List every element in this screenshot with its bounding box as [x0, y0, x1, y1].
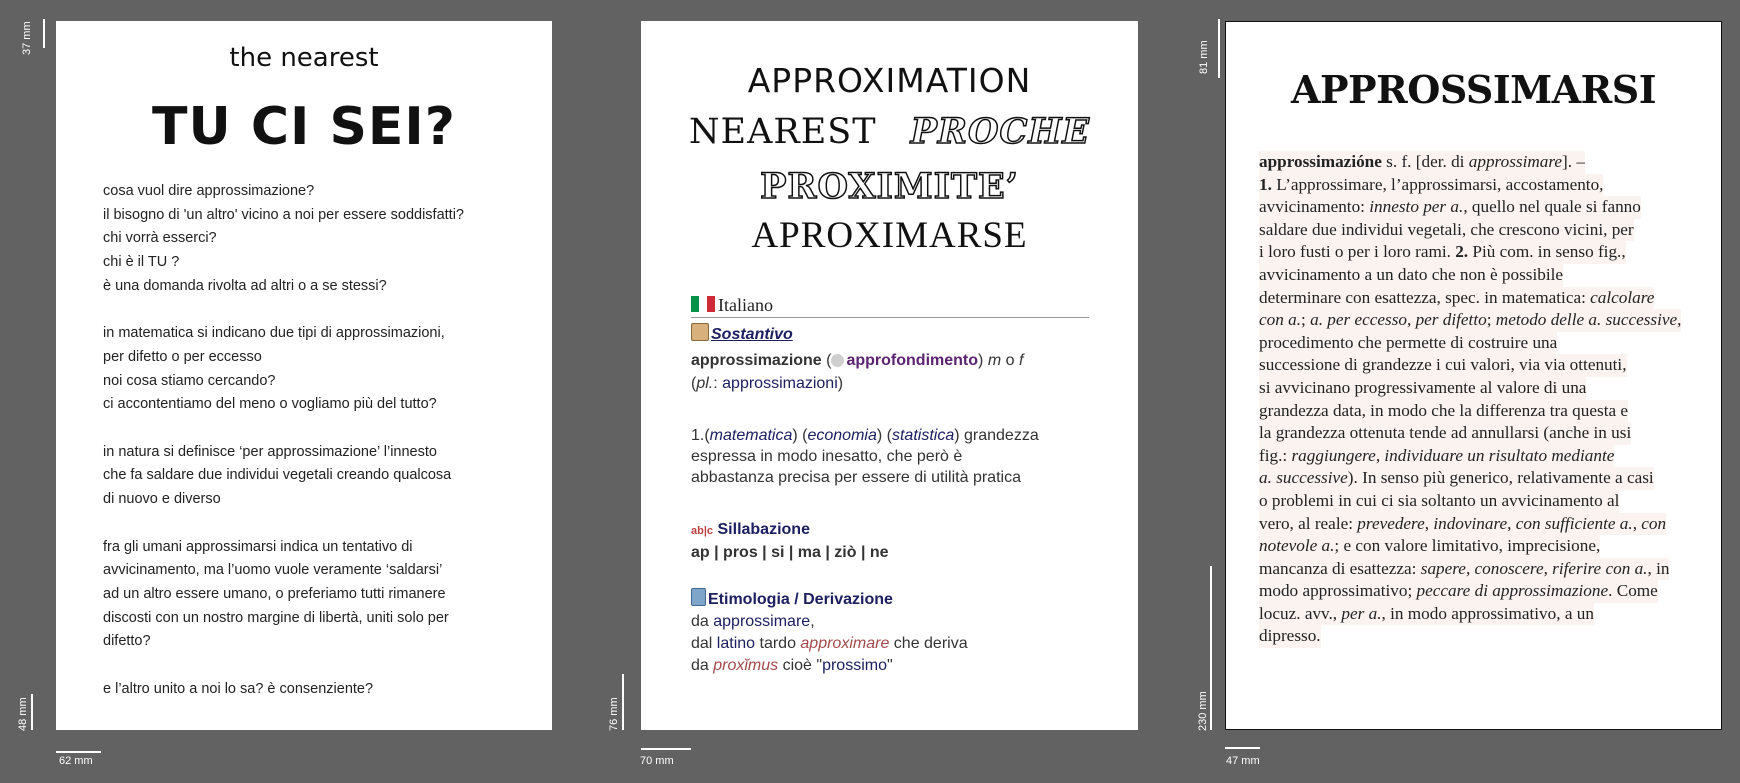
definition-line	[1259, 354, 1627, 377]
definition-line	[1259, 580, 1658, 603]
definition-line	[1259, 151, 1585, 174]
paren-close: )	[978, 352, 984, 369]
pos-heading[interactable]	[691, 323, 793, 344]
page-approximation	[641, 21, 1138, 730]
etym-da1: da	[691, 613, 714, 630]
definition-line	[1259, 219, 1634, 242]
syllabation-value: ap | pros | si | ma | ziò | ne	[691, 544, 889, 561]
p2-bottom-measure-label: 76 mm	[608, 697, 620, 731]
definition-segment: ,	[1465, 558, 1475, 578]
etym-comma: ,	[810, 613, 815, 630]
p2-bottom-measure-bar	[622, 674, 624, 730]
etym-approssimare-link[interactable]: approssimare	[713, 613, 811, 630]
definition-segment: per difetto	[1415, 310, 1487, 330]
definition-segment: raggiungere	[1291, 445, 1376, 465]
definition-segment: s. f. [der. di	[1381, 152, 1469, 171]
poem-line: difetto?	[103, 633, 151, 650]
stanza-gap	[103, 512, 523, 536]
heading-nearest-proche	[641, 111, 1138, 152]
etym-quote: "	[886, 657, 893, 674]
definition-segment: 2.	[1455, 242, 1469, 262]
definition-line	[1259, 445, 1614, 468]
definition-segment: vero, al reale:	[1259, 513, 1358, 533]
definition-segment: modo approssimativo;	[1259, 581, 1417, 601]
definition-segment: metodo delle a. successive	[1495, 310, 1678, 330]
definition-line	[1259, 309, 1681, 332]
definition-1	[691, 425, 1111, 488]
definition-segment: innesto per a.	[1369, 197, 1464, 217]
definition-segment: ;	[1301, 310, 1311, 330]
definition-segment: L’approssimare, l’approssimarsi, accostamento,	[1271, 174, 1604, 194]
etym-prossimo-link[interactable]: prossimo	[822, 657, 887, 674]
page1-title: TU CI SEI?	[152, 97, 456, 157]
p3-bottom-measure-bar	[1210, 566, 1212, 730]
definition-line	[1259, 287, 1654, 310]
definition-segment: ,	[1632, 513, 1642, 533]
definition-line	[1259, 467, 1654, 490]
definition-segment: ,	[1507, 513, 1516, 533]
definition-segment: peccare di approssimazione	[1416, 581, 1609, 601]
definition-line	[1259, 558, 1669, 581]
poem-line: cosa vuol dire approssimazione?	[103, 183, 315, 199]
poem-line: fra gli umani approssimarsi indica un tentativo di	[103, 538, 413, 555]
p2-left-measure-bar	[641, 748, 691, 750]
pl-paren-open: (	[691, 375, 697, 392]
language-label: Italiano	[718, 295, 773, 315]
p1-top-measure-bar	[43, 19, 45, 48]
definition-segment: per a.	[1341, 603, 1382, 623]
definition-segment: approssimare	[1468, 152, 1563, 171]
definition-segment: grandezza data, in modo che la differenza tra questa e	[1259, 400, 1629, 420]
definition-segment: avvicinamento a un dato che non è possibile	[1259, 264, 1564, 284]
etym-cioe: cioè "	[778, 657, 823, 674]
def-line2: espressa in modo inesatto, che però è	[691, 448, 963, 465]
definition-segment: successione di grandezze i cui valori, via via ottenuti,	[1259, 355, 1627, 375]
definition-segment: conoscere	[1474, 558, 1544, 578]
poem-line: ad un altro essere umano, o preferiamo tutti rimanere	[103, 585, 446, 602]
gender-f: f	[1018, 352, 1024, 369]
definition-line	[1259, 241, 1626, 264]
definition-segment: si avvicinano progressivamente al valore di una	[1259, 377, 1587, 397]
poem-line: in natura si definisce ‘per approssimazione’ l’innesto	[103, 443, 437, 460]
page-approssimarsi	[1225, 21, 1722, 730]
p2-left-measure-label: 70 mm	[640, 755, 674, 767]
definition-line	[1259, 603, 1594, 626]
gender-or: o	[1005, 352, 1015, 369]
p1-left-measure-label: 62 mm	[59, 755, 93, 767]
plural-form-link[interactable]: approssimazioni	[722, 375, 838, 392]
domain-statistica[interactable]: statistica	[891, 427, 955, 444]
definition-line	[1259, 513, 1666, 536]
definition-segment: ; e con valore limitativo, imprecisione,	[1334, 536, 1601, 556]
headword: approssimazione	[691, 352, 822, 369]
etymology-section	[691, 588, 1111, 677]
etym-tardo: tardo	[755, 635, 801, 652]
poem-line: per difetto o per eccesso	[103, 348, 262, 365]
etym-approximare: approximare	[800, 635, 890, 652]
p1-bottom-measure-bar	[31, 694, 33, 730]
def-tail: ) grandezza	[954, 427, 1039, 444]
p3-bottom-measure-label: 230 mm	[1197, 691, 1209, 731]
etymology-title: Etimologia / Derivazione	[708, 591, 893, 608]
definition-line	[1259, 332, 1557, 355]
definition-segment: 1.	[1259, 174, 1272, 194]
definition-segment: individuare un risultato mediante	[1384, 445, 1615, 465]
poem-line: di nuovo e diverso	[103, 491, 221, 508]
language-header	[691, 295, 1089, 318]
definition-line	[1259, 400, 1628, 423]
definition-line	[1259, 490, 1619, 513]
poem-line: noi cosa stiamo cercando?	[103, 372, 276, 389]
pl-colon: :	[713, 375, 718, 392]
heading-approximation: APPROXIMATION	[747, 61, 1032, 100]
def-line3: abbastanza precisa per essere di utilità pratica	[691, 469, 1021, 486]
def-num: 1.(	[691, 427, 710, 444]
poem-line: ci accontentiamo del meno o vogliamo più del tutto?	[103, 396, 437, 413]
definition-segment: o problemi in cui ci sia soltanto un avvicinamento al	[1259, 490, 1620, 510]
italian-flag-icon	[691, 296, 715, 312]
definition-segment: notevole a.	[1259, 536, 1335, 556]
definition-segment: ]. –	[1562, 152, 1585, 171]
definition-segment: , in	[1647, 558, 1670, 578]
plural-abbr: pl.	[696, 375, 714, 392]
definition-segment: fig.:	[1259, 445, 1292, 465]
domain-matematica[interactable]: matematica	[709, 427, 793, 444]
info-icon	[831, 354, 844, 367]
page1-body	[103, 180, 523, 701]
poem-line: che fa saldare due individui vegetali creando qualcosa	[103, 467, 452, 484]
page1-subtitle: the nearest	[229, 43, 379, 73]
etym-proximus: proxĭmus	[713, 657, 779, 674]
pl-paren-close: )	[837, 375, 844, 392]
definition-segment: ,	[1543, 558, 1553, 578]
definition-line	[1259, 535, 1600, 558]
noun-icon	[691, 323, 709, 341]
definition-segment: calcolare	[1590, 287, 1655, 307]
dictionary-definition	[1259, 151, 1692, 648]
etym-che-deriva: che deriva	[889, 635, 968, 652]
poem-line: il bisogno di 'un altro' vicino a noi per essere soddisfatti?	[103, 206, 464, 223]
p3-top-measure-label: 81 mm	[1198, 40, 1210, 74]
definition-line	[1259, 196, 1641, 219]
definition-segment: riferire con a.	[1552, 558, 1648, 578]
definition-segment: saldare due individui vegetali, che crescono vicini, per	[1259, 219, 1634, 239]
definition-line	[1259, 625, 1321, 648]
definition-segment: a. per eccesso	[1310, 310, 1407, 330]
definition-segment: con sufficiente a.	[1515, 513, 1633, 533]
flag-stripe-white	[699, 296, 707, 312]
p1-bottom-measure-label: 48 mm	[17, 697, 29, 731]
definition-segment: avvicinamento:	[1259, 197, 1370, 217]
p3-left-measure-label: 47 mm	[1226, 755, 1260, 767]
stanza-gap	[103, 417, 523, 441]
definition-segment: i loro fusti o per i loro rami.	[1259, 242, 1456, 262]
p3-top-measure-bar	[1218, 19, 1220, 78]
definition-segment: prevedere	[1357, 513, 1425, 533]
definition-segment: ). In senso più generico, relativamente a casi	[1347, 468, 1654, 488]
definition-segment: la grandezza ottenuta tende ad annullarsi (anche in usi	[1259, 423, 1632, 443]
stanza-gap	[103, 654, 523, 678]
p3-left-measure-bar	[1225, 747, 1260, 749]
definition-segment: approssimazióne	[1259, 152, 1382, 171]
definition-segment: . Come	[1608, 581, 1658, 601]
page-tu-ci-sei	[56, 21, 552, 730]
definition-segment: locuz. avv.,	[1259, 603, 1342, 623]
domain-economia[interactable]: economia	[807, 427, 877, 444]
definition-segment: con a.	[1259, 310, 1302, 330]
definition-segment: mancanza di esattezza:	[1259, 558, 1421, 578]
definition-segment: , quello nel quale si fanno	[1463, 197, 1641, 217]
flag-stripe-green	[691, 296, 699, 312]
definition-segment: ,	[1677, 310, 1682, 330]
heading-aproximarse: APROXIMARSE	[751, 215, 1028, 256]
definition-line	[1259, 264, 1563, 287]
heading-proche: PROCHE	[910, 111, 1091, 152]
stanza-gap	[103, 299, 523, 323]
pos-label: Sostantivo	[711, 326, 793, 343]
def-sep2: ) (	[876, 427, 892, 444]
definition-segment: , in modo approssimativo, a un	[1381, 603, 1594, 623]
def-sep1: ) (	[792, 427, 808, 444]
poem-line: è una domanda rivolta ad altri o a se stessi?	[103, 277, 387, 294]
definition-segment: dipresso.	[1259, 626, 1321, 646]
definition-line	[1259, 174, 1603, 197]
poem-line: avvicinamento, ma l’uomo vuole veramente ‘saldarsi’	[103, 562, 443, 579]
definition-segment: determinare con esattezza, spec. in matematica:	[1259, 287, 1591, 307]
approfondimento-link[interactable]: approfondimento	[846, 352, 979, 369]
poem-line: discosti con un nostro margine di libertà, uniti solo per	[103, 609, 449, 626]
definition-segment: con	[1641, 513, 1667, 533]
poem-line: chi è il TU ?	[103, 254, 180, 271]
poem-line: in matematica si indicano due tipi di approssimazioni,	[103, 325, 445, 342]
definition-line	[1259, 422, 1631, 445]
syllabation-icon: ab|c	[691, 525, 714, 537]
heading-nearest: NEAREST	[688, 112, 877, 152]
heading-proximite: PROXIMITE’	[760, 166, 1019, 207]
p1-left-measure-bar	[56, 751, 101, 753]
definition-segment: ,	[1424, 513, 1434, 533]
p1-top-measure-label: 37 mm	[21, 21, 33, 55]
book-icon	[691, 588, 706, 606]
syllabation-title: Sillabazione	[717, 521, 810, 538]
definition-segment: a. successive	[1259, 468, 1348, 488]
definition-line	[1259, 377, 1586, 400]
definition-segment: sapere	[1420, 558, 1466, 578]
definition-segment: indovinare	[1433, 513, 1508, 533]
etym-da2: da	[691, 657, 714, 674]
flag-stripe-red	[707, 296, 715, 312]
gender-m: m	[987, 352, 1002, 369]
definition-segment: ,	[1375, 445, 1385, 465]
definition-segment: Più com. in senso fig.,	[1468, 242, 1626, 262]
etym-dal: dal	[691, 635, 717, 652]
poem-line: e l’altro unito a noi lo sa? è consenziente?	[103, 680, 374, 697]
paren-open: (	[826, 352, 832, 369]
etym-latino-link[interactable]: latino	[716, 635, 756, 652]
definition-segment: ,	[1406, 310, 1416, 330]
poem-line: chi vorrà esserci?	[103, 230, 217, 247]
page3-title: APPROSSIMARSI	[1291, 67, 1656, 112]
definition-segment: procedimento che permette di costruire una	[1259, 332, 1558, 352]
definition-segment: ;	[1486, 310, 1496, 330]
syllabation-section	[691, 519, 1111, 564]
headword-entry	[691, 349, 1111, 395]
